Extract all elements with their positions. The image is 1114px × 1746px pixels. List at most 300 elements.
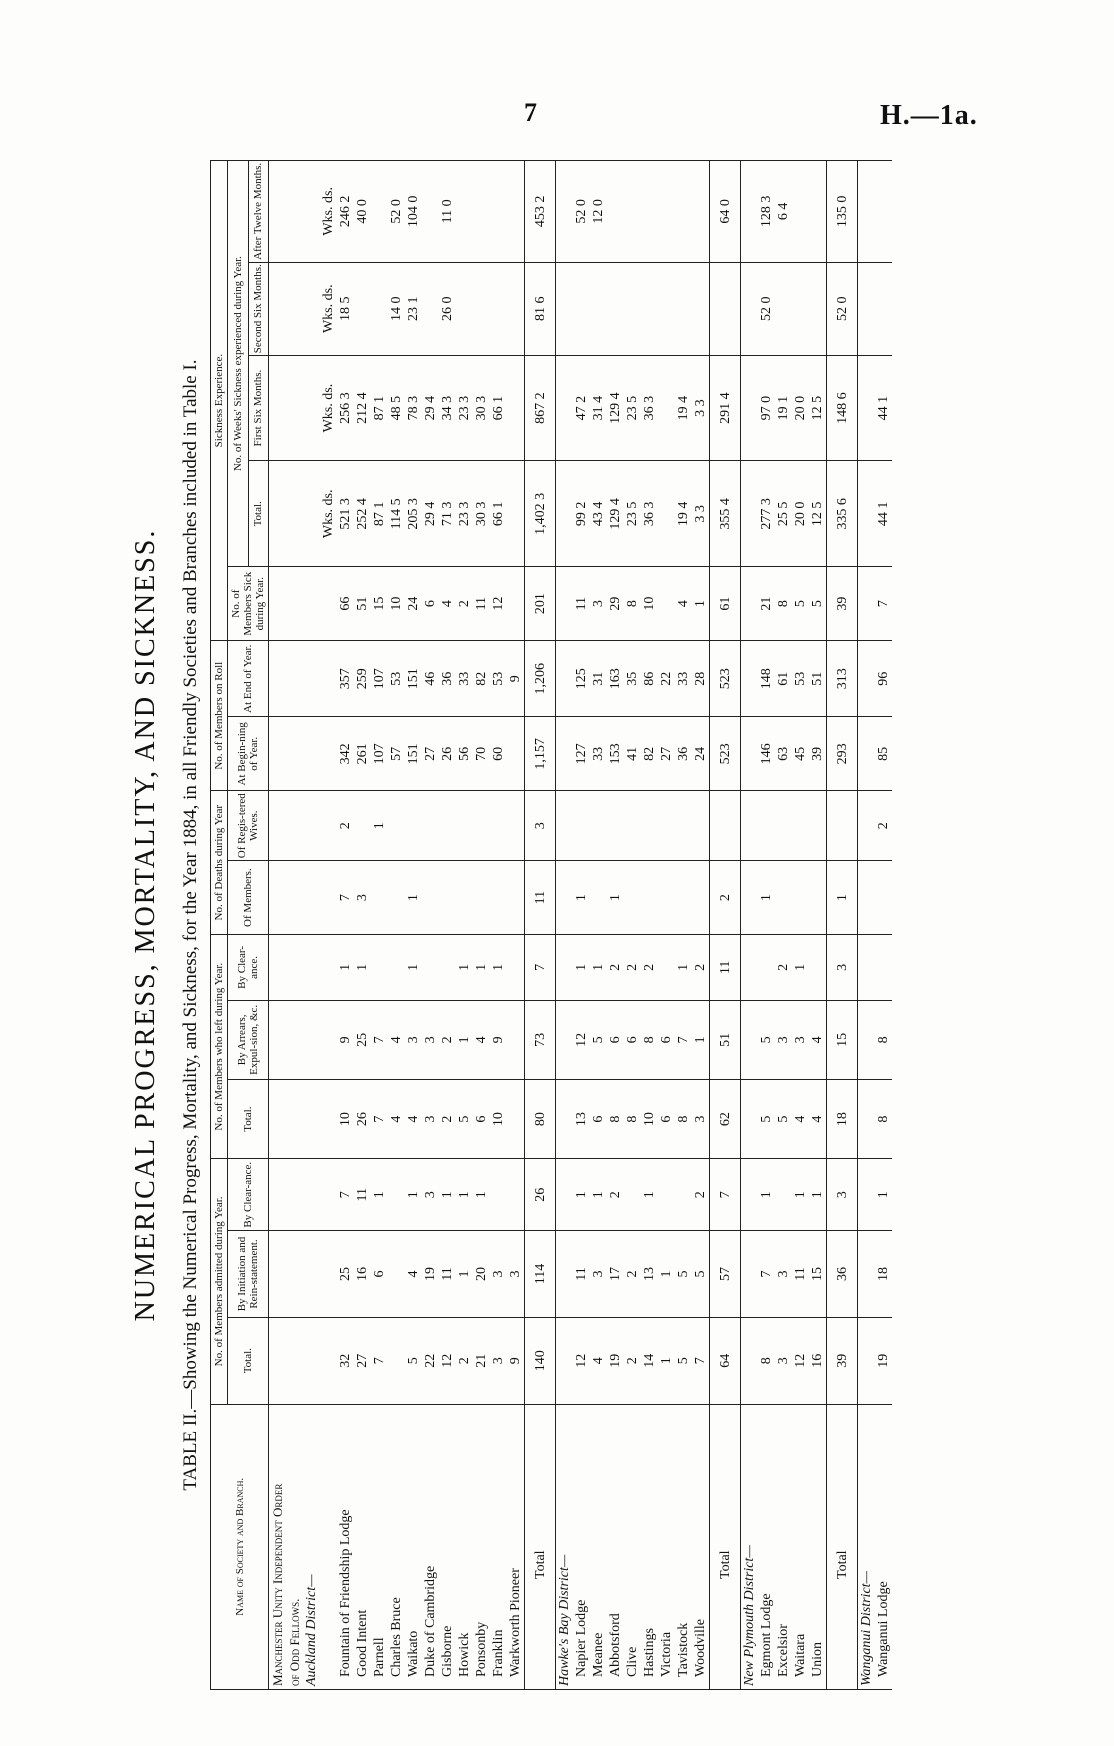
- table-cell: [320, 1000, 337, 1079]
- branch-name: Victoria: [658, 1404, 675, 1689]
- table-cell: [269, 262, 287, 355]
- table-cell: 11: [710, 935, 741, 1001]
- table-cell: 3: [590, 1231, 607, 1318]
- group-heading-row: [269, 161, 287, 1690]
- table-cell: 3: [422, 1159, 439, 1231]
- table-cell: [792, 861, 809, 935]
- table-cell: [422, 161, 439, 263]
- district-heading-row: [556, 161, 574, 1690]
- table-row: [388, 161, 405, 1690]
- table-cell: [303, 1000, 320, 1079]
- table-cell: [320, 935, 337, 1001]
- table-cell: 15: [827, 1000, 858, 1079]
- table-row: [354, 161, 371, 1690]
- table-cell: [641, 161, 658, 263]
- table-cell: 11: [573, 567, 590, 641]
- table-cell: 8: [875, 1079, 892, 1158]
- table-cell: [320, 861, 337, 935]
- table-cell: 20: [473, 1231, 490, 1318]
- table-cell: 277 3: [758, 461, 775, 567]
- table-cell: [675, 262, 692, 355]
- table-cell: 5: [809, 567, 827, 641]
- table-cell: 11: [473, 567, 490, 641]
- table-cell: 7: [525, 935, 556, 1001]
- branch-name: Excelsior: [775, 1404, 792, 1689]
- table-cell: [303, 935, 320, 1001]
- table-cell: 22: [422, 1317, 439, 1404]
- table-cell: 64: [710, 1317, 741, 1404]
- table-cell: [858, 641, 876, 717]
- table-cell: 19: [422, 1231, 439, 1318]
- table-cell: 6: [658, 1079, 675, 1158]
- branch-name: Total: [710, 1404, 741, 1689]
- branch-name: Waikato: [405, 1404, 422, 1689]
- table-cell: 148 6: [827, 355, 858, 461]
- table-cell: 35: [624, 641, 641, 717]
- table-cell: 11: [439, 1231, 456, 1318]
- table-cell: [303, 355, 320, 461]
- table-cell: 21: [758, 567, 775, 641]
- table-cell: 104 0: [405, 161, 422, 263]
- units-cell: Wks. ds.: [320, 355, 337, 461]
- table-cell: [286, 1231, 303, 1318]
- table-cell: 3 3: [692, 355, 710, 461]
- table-cell: [792, 262, 809, 355]
- total-row: [710, 161, 741, 1690]
- table-cell: 53: [792, 641, 809, 717]
- table-cell: 52 0: [827, 262, 858, 355]
- table-cell: [573, 791, 590, 861]
- table-cell: [556, 935, 574, 1001]
- table-row: [658, 161, 675, 1690]
- table-cell: [269, 1317, 287, 1404]
- total-row: [827, 161, 858, 1690]
- table-cell: 8: [775, 567, 792, 641]
- table-cell: [269, 717, 287, 791]
- table-cell: 2: [775, 935, 792, 1001]
- table-cell: [269, 1159, 287, 1231]
- table-cell: [624, 861, 641, 935]
- table-cell: 3: [692, 1079, 710, 1158]
- table-row: [675, 161, 692, 1690]
- table-cell: 51: [354, 567, 371, 641]
- branch-name: Auckland District—: [303, 1404, 320, 1689]
- table-cell: 4: [405, 1079, 422, 1158]
- table-cell: [875, 262, 892, 355]
- table-cell: [556, 262, 574, 355]
- table-cell: 8: [607, 1079, 624, 1158]
- table-cell: 2: [692, 935, 710, 1001]
- table-cell: [320, 717, 337, 791]
- table-cell: 107: [371, 717, 388, 791]
- table-cell: 87 1: [371, 355, 388, 461]
- table-cell: [858, 355, 876, 461]
- table-cell: 1: [573, 935, 590, 1001]
- table-cell: [556, 355, 574, 461]
- table-cell: [624, 161, 641, 263]
- table-cell: 2: [875, 791, 892, 861]
- table-cell: 23 3: [456, 461, 473, 567]
- table-cell: 8: [875, 1000, 892, 1079]
- branch-name: Fountain of Friendship Lodge: [337, 1404, 354, 1689]
- page-reference: H.—1a.: [880, 100, 978, 131]
- table-cell: 5: [792, 567, 809, 641]
- table-cell: [286, 1317, 303, 1404]
- table-cell: [658, 567, 675, 641]
- table-cell: [775, 791, 792, 861]
- table-cell: 1: [456, 1231, 473, 1318]
- table-cell: 30 3: [473, 355, 490, 461]
- branch-name: Napier Lodge: [573, 1404, 590, 1689]
- branch-name: Total: [827, 1404, 858, 1689]
- table-cell: [269, 461, 287, 567]
- table-cell: [792, 791, 809, 861]
- header-admitted-total: Total.: [228, 1317, 269, 1404]
- table-cell: 52 0: [573, 161, 590, 263]
- table-cell: [303, 262, 320, 355]
- table-cell: [320, 791, 337, 861]
- table-cell: [388, 935, 405, 1001]
- table-cell: 25: [337, 1231, 354, 1318]
- table-cell: 4: [675, 567, 692, 641]
- table-cell: [556, 861, 574, 935]
- table-cell: 246 2: [337, 161, 354, 263]
- table-cell: 342: [337, 717, 354, 791]
- table-cell: [303, 1231, 320, 1318]
- statistics-table: [210, 160, 892, 1690]
- table-cell: 29: [607, 567, 624, 641]
- branch-name: Union: [809, 1404, 827, 1689]
- table-cell: 13: [641, 1231, 658, 1318]
- table-cell: 25 5: [775, 461, 792, 567]
- table-cell: [439, 791, 456, 861]
- table-cell: [607, 262, 624, 355]
- table-cell: 12: [792, 1317, 809, 1404]
- branch-name: Meanee: [590, 1404, 607, 1689]
- table-cell: 140: [525, 1317, 556, 1404]
- table-cell: 3: [827, 1159, 858, 1231]
- table-cell: 1: [490, 935, 507, 1001]
- table-cell: 1: [405, 861, 422, 935]
- table-row: [371, 161, 388, 1690]
- rotated-table-frame: [120, 160, 1000, 1690]
- table-cell: 3: [405, 1000, 422, 1079]
- table-cell: 17: [607, 1231, 624, 1318]
- table-cell: [507, 861, 525, 935]
- table-cell: 7: [337, 1159, 354, 1231]
- table-cell: 1: [792, 1159, 809, 1231]
- header-by-initiation: By Initiation and Rein-statement.: [228, 1231, 269, 1318]
- table-cell: [675, 161, 692, 263]
- table-cell: [741, 861, 759, 935]
- table-cell: [473, 791, 490, 861]
- table-cell: [675, 1159, 692, 1231]
- table-caption: TABLE II.—Showing the Numerical Progress, Mortality, and Sickness, for the Year 1884, in all Friendly Societies and Branches included in Table I.: [180, 359, 201, 1491]
- table-cell: 25: [354, 1000, 371, 1079]
- table-cell: [354, 791, 371, 861]
- table-cell: [607, 161, 624, 263]
- table-cell: [858, 567, 876, 641]
- table-cell: 39: [827, 567, 858, 641]
- table-cell: 2: [641, 935, 658, 1001]
- table-cell: 12 5: [809, 461, 827, 567]
- table-cell: 31 4: [590, 355, 607, 461]
- table-cell: 9: [490, 1000, 507, 1079]
- table-cell: [286, 1159, 303, 1231]
- table-cell: 153: [607, 717, 624, 791]
- header-admitted: No. of Members admitted during Year.: [211, 1159, 228, 1404]
- table-cell: 2: [456, 567, 473, 641]
- table-cell: [692, 861, 710, 935]
- table-row: [573, 161, 590, 1690]
- table-cell: [741, 1159, 759, 1231]
- branch-name: Charles Bruce: [388, 1404, 405, 1689]
- table-row: [641, 161, 658, 1690]
- table-cell: [556, 1231, 574, 1318]
- table-cell: [286, 1000, 303, 1079]
- table-cell: [303, 1079, 320, 1158]
- table-cell: 3: [490, 1317, 507, 1404]
- table-cell: 86: [641, 641, 658, 717]
- table-cell: 60: [490, 717, 507, 791]
- table-cell: [422, 262, 439, 355]
- table-cell: [556, 1317, 574, 1404]
- table-cell: 57: [388, 717, 405, 791]
- table-row: [439, 161, 456, 1690]
- table-cell: 96: [875, 641, 892, 717]
- table-cell: 5: [775, 1079, 792, 1158]
- table-cell: 8: [624, 1079, 641, 1158]
- table-cell: 7: [875, 567, 892, 641]
- table-cell: 7: [692, 1317, 710, 1404]
- table-cell: 41: [624, 717, 641, 791]
- table-cell: 81 6: [525, 262, 556, 355]
- page-title: NUMERICAL PROGRESS, MORTALITY, AND SICKNESS.: [130, 528, 161, 1322]
- table-cell: 1: [439, 1159, 456, 1231]
- table-cell: [741, 355, 759, 461]
- table-cell: [809, 935, 827, 1001]
- table-cell: [641, 262, 658, 355]
- table-cell: 82: [641, 717, 658, 791]
- table-cell: 80: [525, 1079, 556, 1158]
- table-cell: 3: [590, 567, 607, 641]
- table-cell: [710, 791, 741, 861]
- table-cell: [658, 461, 675, 567]
- table-cell: 10: [641, 1079, 658, 1158]
- table-cell: 70: [473, 717, 490, 791]
- table-row: [405, 161, 422, 1690]
- table-cell: [741, 641, 759, 717]
- table-cell: 4: [439, 567, 456, 641]
- table-cell: 7: [710, 1159, 741, 1231]
- table-cell: [371, 935, 388, 1001]
- branch-name: Hastings: [641, 1404, 658, 1689]
- table-cell: [286, 641, 303, 717]
- table-cell: 56: [456, 717, 473, 791]
- table-cell: 261: [354, 717, 371, 791]
- table-cell: [590, 861, 607, 935]
- header-left-clearance: By Clear-ance.: [228, 935, 269, 1001]
- table-cell: 523: [710, 641, 741, 717]
- table-cell: [858, 1000, 876, 1079]
- table-cell: [507, 1159, 525, 1231]
- table-cell: [490, 161, 507, 263]
- table-cell: 18: [875, 1231, 892, 1318]
- table-cell: 9: [337, 1000, 354, 1079]
- table-cell: [303, 717, 320, 791]
- table-cell: [303, 641, 320, 717]
- table-cell: 27: [658, 717, 675, 791]
- table-cell: [658, 861, 675, 935]
- table-cell: 30 3: [473, 461, 490, 567]
- table-cell: [286, 355, 303, 461]
- table-cell: [269, 355, 287, 461]
- table-cell: 8: [641, 1000, 658, 1079]
- table-cell: 85: [875, 717, 892, 791]
- branch-name: Hawke's Bay District—: [556, 1404, 574, 1689]
- table-cell: [303, 791, 320, 861]
- table-cell: [371, 161, 388, 263]
- table-cell: 259: [354, 641, 371, 717]
- table-cell: 1: [692, 1000, 710, 1079]
- units-cell: Wks. ds.: [320, 461, 337, 567]
- table-cell: [741, 1079, 759, 1158]
- table-cell: 12: [439, 1317, 456, 1404]
- table-cell: [658, 161, 675, 263]
- table-cell: 48 5: [388, 355, 405, 461]
- table-cell: [692, 791, 710, 861]
- table-cell: 62: [710, 1079, 741, 1158]
- table-cell: 6: [607, 1000, 624, 1079]
- units-cell: Wks. ds.: [320, 262, 337, 355]
- table-cell: [658, 791, 675, 861]
- table-cell: [320, 1159, 337, 1231]
- table-cell: 20 0: [792, 355, 809, 461]
- table-cell: [741, 791, 759, 861]
- table-cell: 5: [456, 1079, 473, 1158]
- table-cell: 205 3: [405, 461, 422, 567]
- table-cell: 1: [371, 791, 388, 861]
- table-row: [320, 161, 337, 1690]
- group-heading-row: [286, 161, 303, 1690]
- table-cell: 82: [473, 641, 490, 717]
- table-cell: 66: [337, 567, 354, 641]
- table-cell: 1: [692, 567, 710, 641]
- table-cell: [439, 935, 456, 1001]
- table-cell: 39: [827, 1317, 858, 1404]
- table-cell: 12 0: [590, 161, 607, 263]
- table-cell: 5: [675, 1231, 692, 1318]
- table-cell: [858, 1159, 876, 1231]
- header-deaths: No. of Deaths during Year: [211, 791, 228, 935]
- table-cell: 5: [405, 1317, 422, 1404]
- table-cell: [354, 262, 371, 355]
- table-cell: [741, 1000, 759, 1079]
- table-cell: 6 4: [775, 161, 792, 263]
- table-cell: [658, 355, 675, 461]
- table-cell: 313: [827, 641, 858, 717]
- table-cell: 3: [490, 1231, 507, 1318]
- table-cell: [422, 935, 439, 1001]
- table-cell: 29 4: [422, 461, 439, 567]
- header-roll: No. of Members on Roll: [211, 641, 228, 791]
- table-cell: 19 1: [775, 355, 792, 461]
- table-cell: 114: [525, 1231, 556, 1318]
- table-cell: 16: [809, 1317, 827, 1404]
- table-cell: [456, 791, 473, 861]
- table-cell: 1: [371, 1159, 388, 1231]
- branch-name: Total: [525, 1404, 556, 1689]
- header-sickness: Sickness Experience.: [211, 161, 228, 641]
- table-cell: 19: [607, 1317, 624, 1404]
- table-cell: 1: [573, 861, 590, 935]
- table-cell: [556, 461, 574, 567]
- table-cell: 1: [809, 1159, 827, 1231]
- table-cell: 10: [641, 567, 658, 641]
- branch-name: Waitara: [792, 1404, 809, 1689]
- table-cell: [624, 1159, 641, 1231]
- table-cell: 16: [354, 1231, 371, 1318]
- table-cell: 36 3: [641, 355, 658, 461]
- table-cell: [320, 567, 337, 641]
- table-row: [490, 161, 507, 1690]
- table-cell: [658, 1159, 675, 1231]
- units-cell: Wks. ds.: [320, 161, 337, 263]
- header-left-total: Total.: [228, 1079, 269, 1158]
- table-cell: 61: [710, 567, 741, 641]
- table-cell: 2: [692, 1159, 710, 1231]
- table-row: [775, 161, 792, 1690]
- header-after-twelve: After Twelve Months.: [248, 161, 269, 263]
- table-cell: 2: [456, 1317, 473, 1404]
- table-cell: 53: [490, 641, 507, 717]
- table-cell: [286, 161, 303, 263]
- table-cell: 6: [590, 1079, 607, 1158]
- table-cell: 163: [607, 641, 624, 717]
- table-cell: 1,206: [525, 641, 556, 717]
- table-cell: [303, 1159, 320, 1231]
- table-cell: [456, 161, 473, 263]
- table-cell: 8: [758, 1317, 775, 1404]
- table-cell: [590, 791, 607, 861]
- table-cell: [710, 262, 741, 355]
- table-cell: 127: [573, 717, 590, 791]
- table-cell: [269, 935, 287, 1001]
- table-cell: [320, 1079, 337, 1158]
- table-cell: [507, 567, 525, 641]
- table-cell: 12 5: [809, 355, 827, 461]
- header-second-six: Second Six Months.: [248, 262, 269, 355]
- branch-name: Woodville: [692, 1404, 710, 1689]
- table-cell: 6: [371, 1231, 388, 1318]
- table-cell: 12: [490, 567, 507, 641]
- table-cell: 36: [827, 1231, 858, 1318]
- table-cell: [388, 791, 405, 861]
- district-heading-row: [303, 161, 320, 1690]
- table-cell: 4: [792, 1079, 809, 1158]
- table-cell: 523: [710, 717, 741, 791]
- table-cell: 1: [658, 1231, 675, 1318]
- table-cell: [675, 791, 692, 861]
- table-cell: [641, 791, 658, 861]
- table-cell: 5: [675, 1317, 692, 1404]
- table-cell: 73: [525, 1000, 556, 1079]
- table-cell: 10: [490, 1079, 507, 1158]
- district-heading-row: [858, 161, 876, 1690]
- table-cell: 2: [607, 935, 624, 1001]
- table-cell: [422, 861, 439, 935]
- table-cell: 43 4: [590, 461, 607, 567]
